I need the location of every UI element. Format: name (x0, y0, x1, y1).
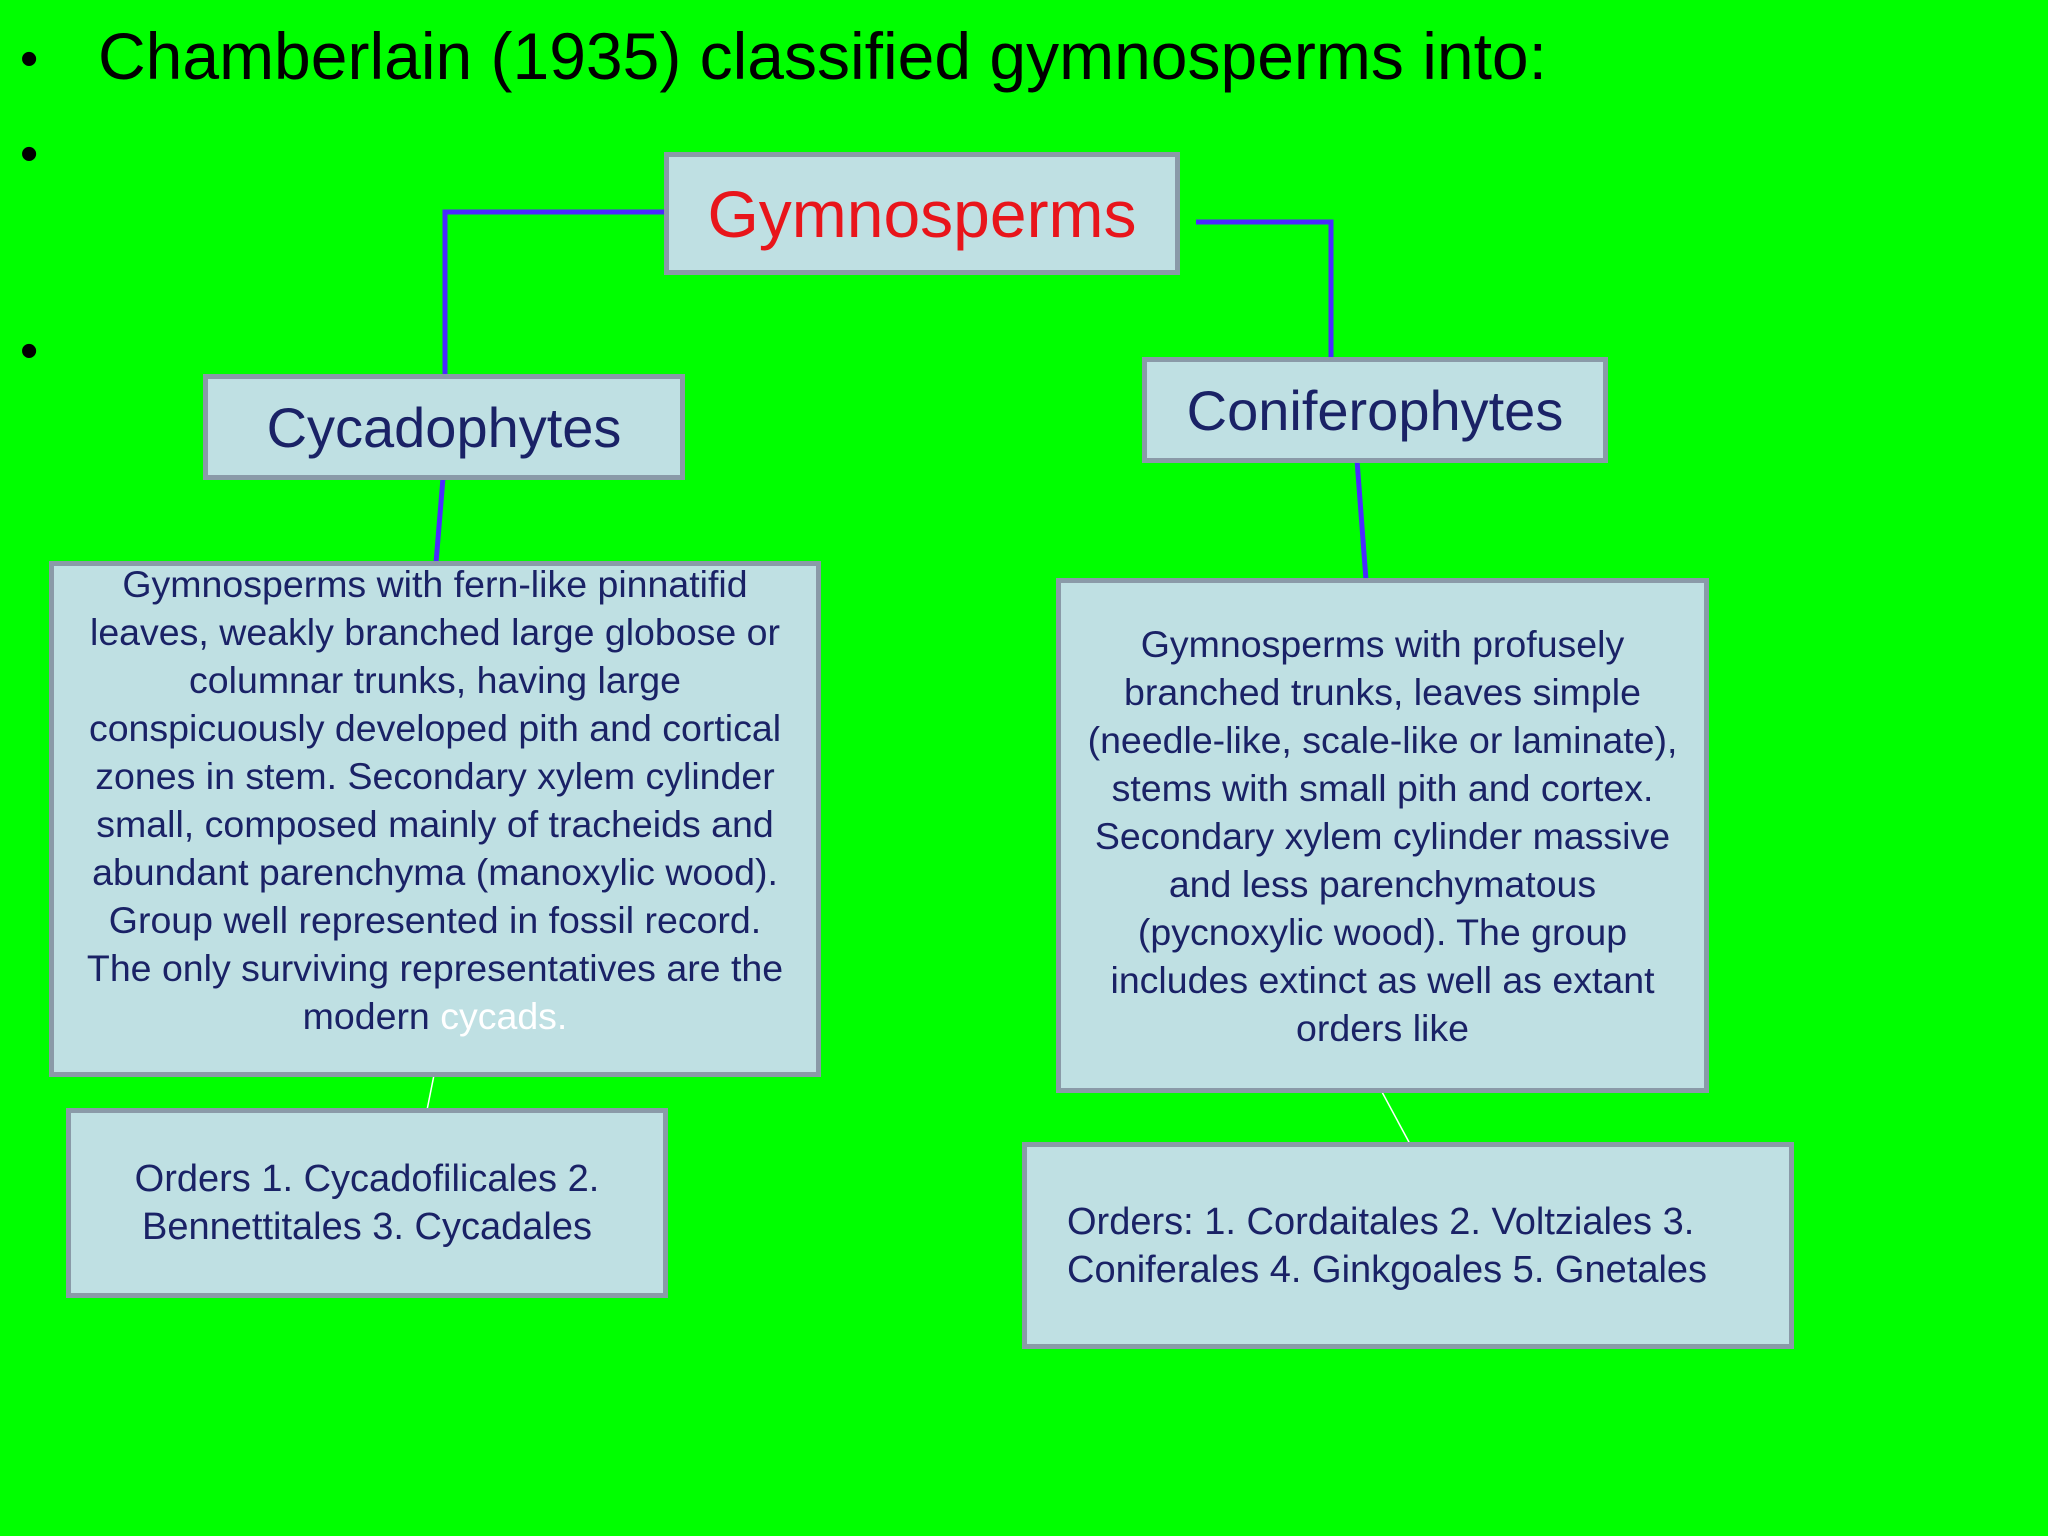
bullet-empty-1: • (20, 125, 39, 183)
connector-cycad-description-to-orders (427, 1075, 434, 1110)
cycadophytes-orders: Orders 1. Cycadofilicales 2. Bennettitales 3. Cycadales (134, 1158, 600, 1248)
connector-root-to-coniferophytes (1196, 222, 1331, 358)
root-node-gymnosperms (664, 152, 1180, 275)
coniferophytes-orders: Orders: 1. Cordaitales 2. Voltziales 3. Coniferales 4. Ginkgoales 5. Gnetales (1067, 1200, 1708, 1291)
coniferophytes-description-box (1056, 578, 1709, 1093)
cycadophytes-description: Gymnosperms with fern-like pinnatifid leaves, weakly branched large globose or columnar trunks, having large conspicuously developed pith and cortical zones in stem. Secondary xylem cylinder small, composed mainly of tracheids and abundant parenchyma (manoxylic wood). Group well represented in fossil record. The only surviving representatives are the modern (86, 563, 784, 1037)
root-node-label: Gymnosperms (707, 176, 1137, 251)
branch-node-coniferophytes (1142, 357, 1608, 463)
connector-root-to-cycadophytes (445, 212, 666, 376)
coniferophytes-orders-box (1022, 1142, 1794, 1349)
slide-heading: Chamberlain (1935) classified gymnosperms into: (98, 19, 1547, 93)
bullet-heading: • (20, 30, 39, 88)
description-text-wrapper (72, 560, 798, 1040)
connector-coniferophytes-to-description (1357, 460, 1366, 580)
cycadophytes-orders-box (66, 1108, 668, 1298)
coniferophytes-description: Gymnosperms with profusely branched trunks, leaves simple (needle-like, scale-like or laminate), stems with small pith and cortex. Secondary xylem cylinder massive and less parenchymatous (pycnoxylic wood). The group includes extinct as well as extant orders like (1087, 622, 1678, 1049)
branch-node-label: Coniferophytes (1186, 378, 1564, 442)
connector-conifer-description-to-orders (1382, 1092, 1410, 1144)
bullet-empty-2: • (20, 322, 39, 380)
branch-node-label: Cycadophytes (266, 395, 622, 459)
cycadophytes-description-overflow: cycads. (440, 995, 568, 1037)
branch-node-cycadophytes (203, 374, 685, 480)
connector-cycadophytes-to-description (436, 478, 443, 563)
cycadophytes-description-box (49, 561, 821, 1077)
